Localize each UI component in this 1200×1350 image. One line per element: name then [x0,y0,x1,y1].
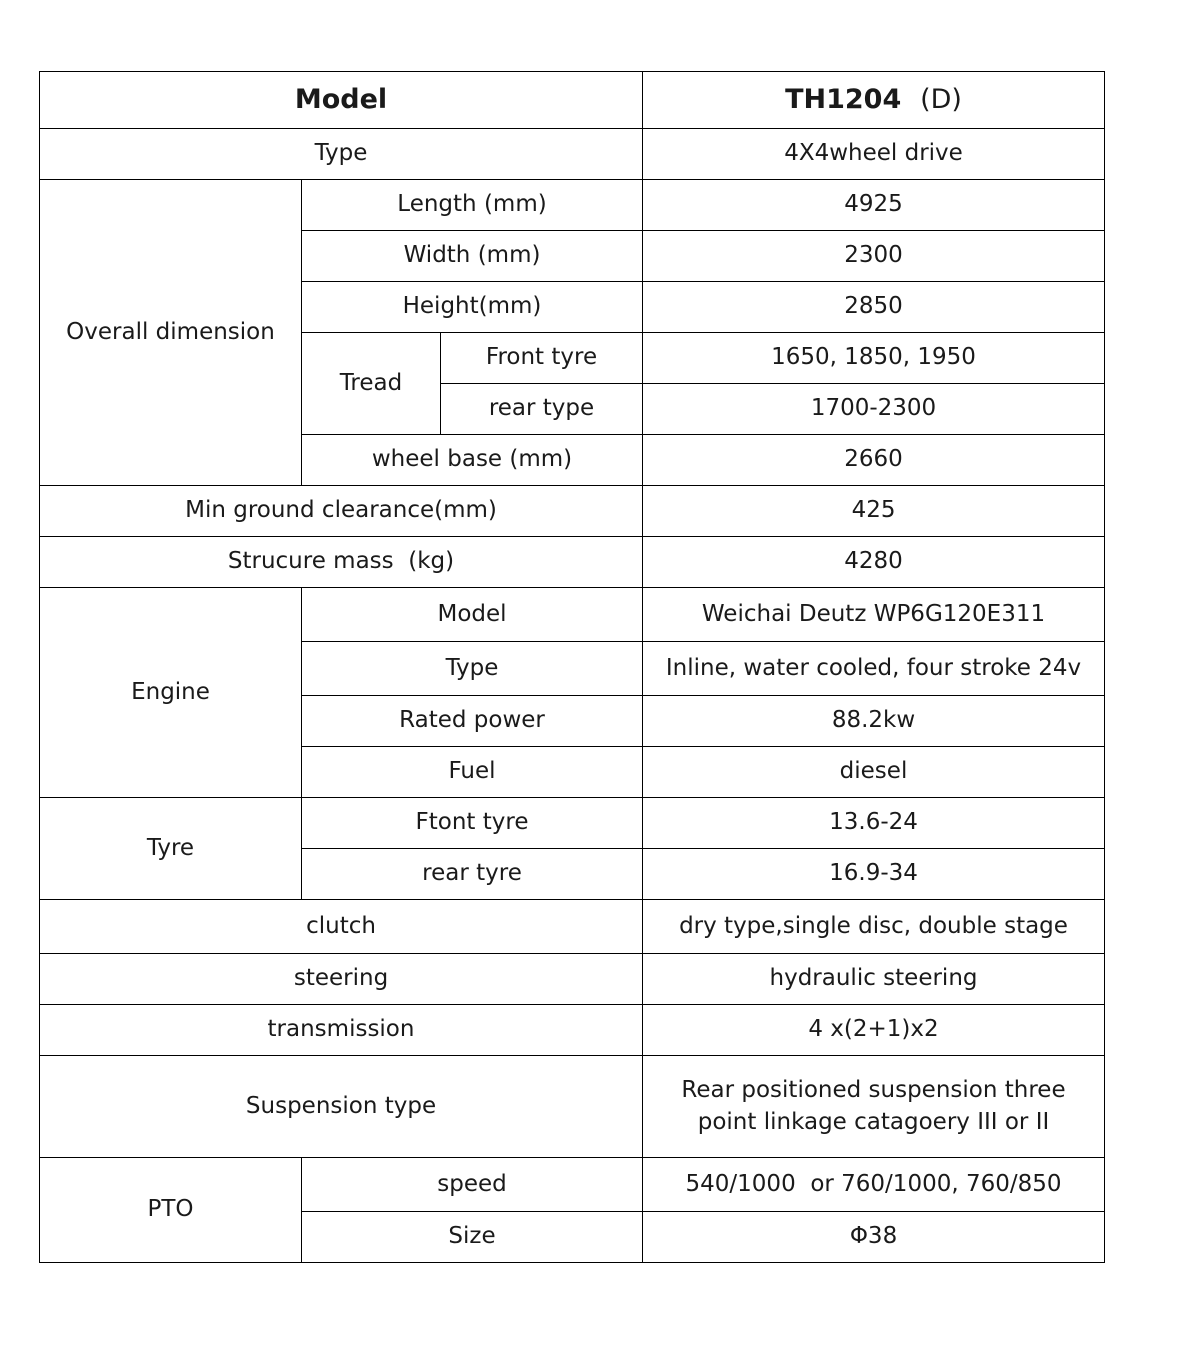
rated-power-label: Rated power [302,696,643,747]
height-label: Height(mm) [302,282,643,333]
table-row [40,798,1105,849]
engine-label: Engine [40,588,302,798]
suspension-label: Suspension type [40,1056,643,1158]
clutch-value: dry type,single disc, double stage [643,900,1105,954]
tread-front-value: 1650, 1850, 1950 [643,333,1105,384]
wheel-base-label: wheel base (mm) [302,435,643,486]
engine-model-label: Model [302,588,643,642]
header-model-variant: (D) [920,83,962,115]
width-value: 2300 [643,231,1105,282]
tread-rear-label: rear type [441,384,643,435]
tread-label: Tread [302,333,441,435]
ground-clearance-value: 425 [643,486,1105,537]
suspension-value-line-1: Rear positioned suspension three [681,1077,1066,1104]
engine-model-value: Weichai Deutz WP6G120E311 [643,588,1105,642]
tyre-rear-value: 16.9-34 [643,849,1105,900]
tyre-front-label: Ftont tyre [302,798,643,849]
steering-value: hydraulic steering [643,954,1105,1005]
tread-front-label: Front tyre [441,333,643,384]
table-row [40,180,1105,231]
header-model-name-cell [643,72,1105,129]
structure-mass-label: Strucure mass (kg) [40,537,643,588]
type-value: 4X4wheel drive [643,129,1105,180]
transmission-value: 4 x(2+1)x2 [643,1005,1105,1056]
table-row [40,1005,1105,1056]
fuel-value: diesel [643,747,1105,798]
pto-speed-label: speed [302,1158,643,1212]
overall-dimension-label: Overall dimension [40,180,302,486]
suspension-value-line-2: point linkage catagoery III or II [697,1108,1050,1135]
engine-type-value: Inline, water cooled, four stroke 24v [643,642,1105,696]
header-model-label: Model [40,72,643,129]
type-label: Type [40,129,643,180]
table-row [40,537,1105,588]
table-row [40,954,1105,1005]
ground-clearance-label: Min ground clearance(mm) [40,486,643,537]
pto-label: PTO [40,1158,302,1263]
length-value: 4925 [643,180,1105,231]
table-row [40,129,1105,180]
table-row [40,486,1105,537]
tyre-front-value: 13.6-24 [643,798,1105,849]
tread-rear-value: 1700-2300 [643,384,1105,435]
spec-table [39,71,1105,1263]
pto-size-label: Size [302,1212,643,1263]
pto-speed-value: 540/1000 or 760/1000, 760/850 [643,1158,1105,1212]
table-row [40,1056,1105,1158]
clutch-label: clutch [40,900,643,954]
steering-label: steering [40,954,643,1005]
table-row [40,588,1105,642]
wheel-base-value: 2660 [643,435,1105,486]
structure-mass-value: 4280 [643,537,1105,588]
tyre-rear-label: rear tyre [302,849,643,900]
table-header-row [40,72,1105,129]
tyre-label: Tyre [40,798,302,900]
table-row [40,1158,1105,1212]
fuel-label: Fuel [302,747,643,798]
suspension-value-cell [643,1056,1105,1158]
transmission-label: transmission [40,1005,643,1056]
rated-power-value: 88.2kw [643,696,1105,747]
pto-size-value: Φ38 [643,1212,1105,1263]
header-model-code: TH1204 [785,83,902,115]
width-label: Width (mm) [302,231,643,282]
engine-type-label: Type [302,642,643,696]
table-row [40,900,1105,954]
height-value: 2850 [643,282,1105,333]
length-label: Length (mm) [302,180,643,231]
